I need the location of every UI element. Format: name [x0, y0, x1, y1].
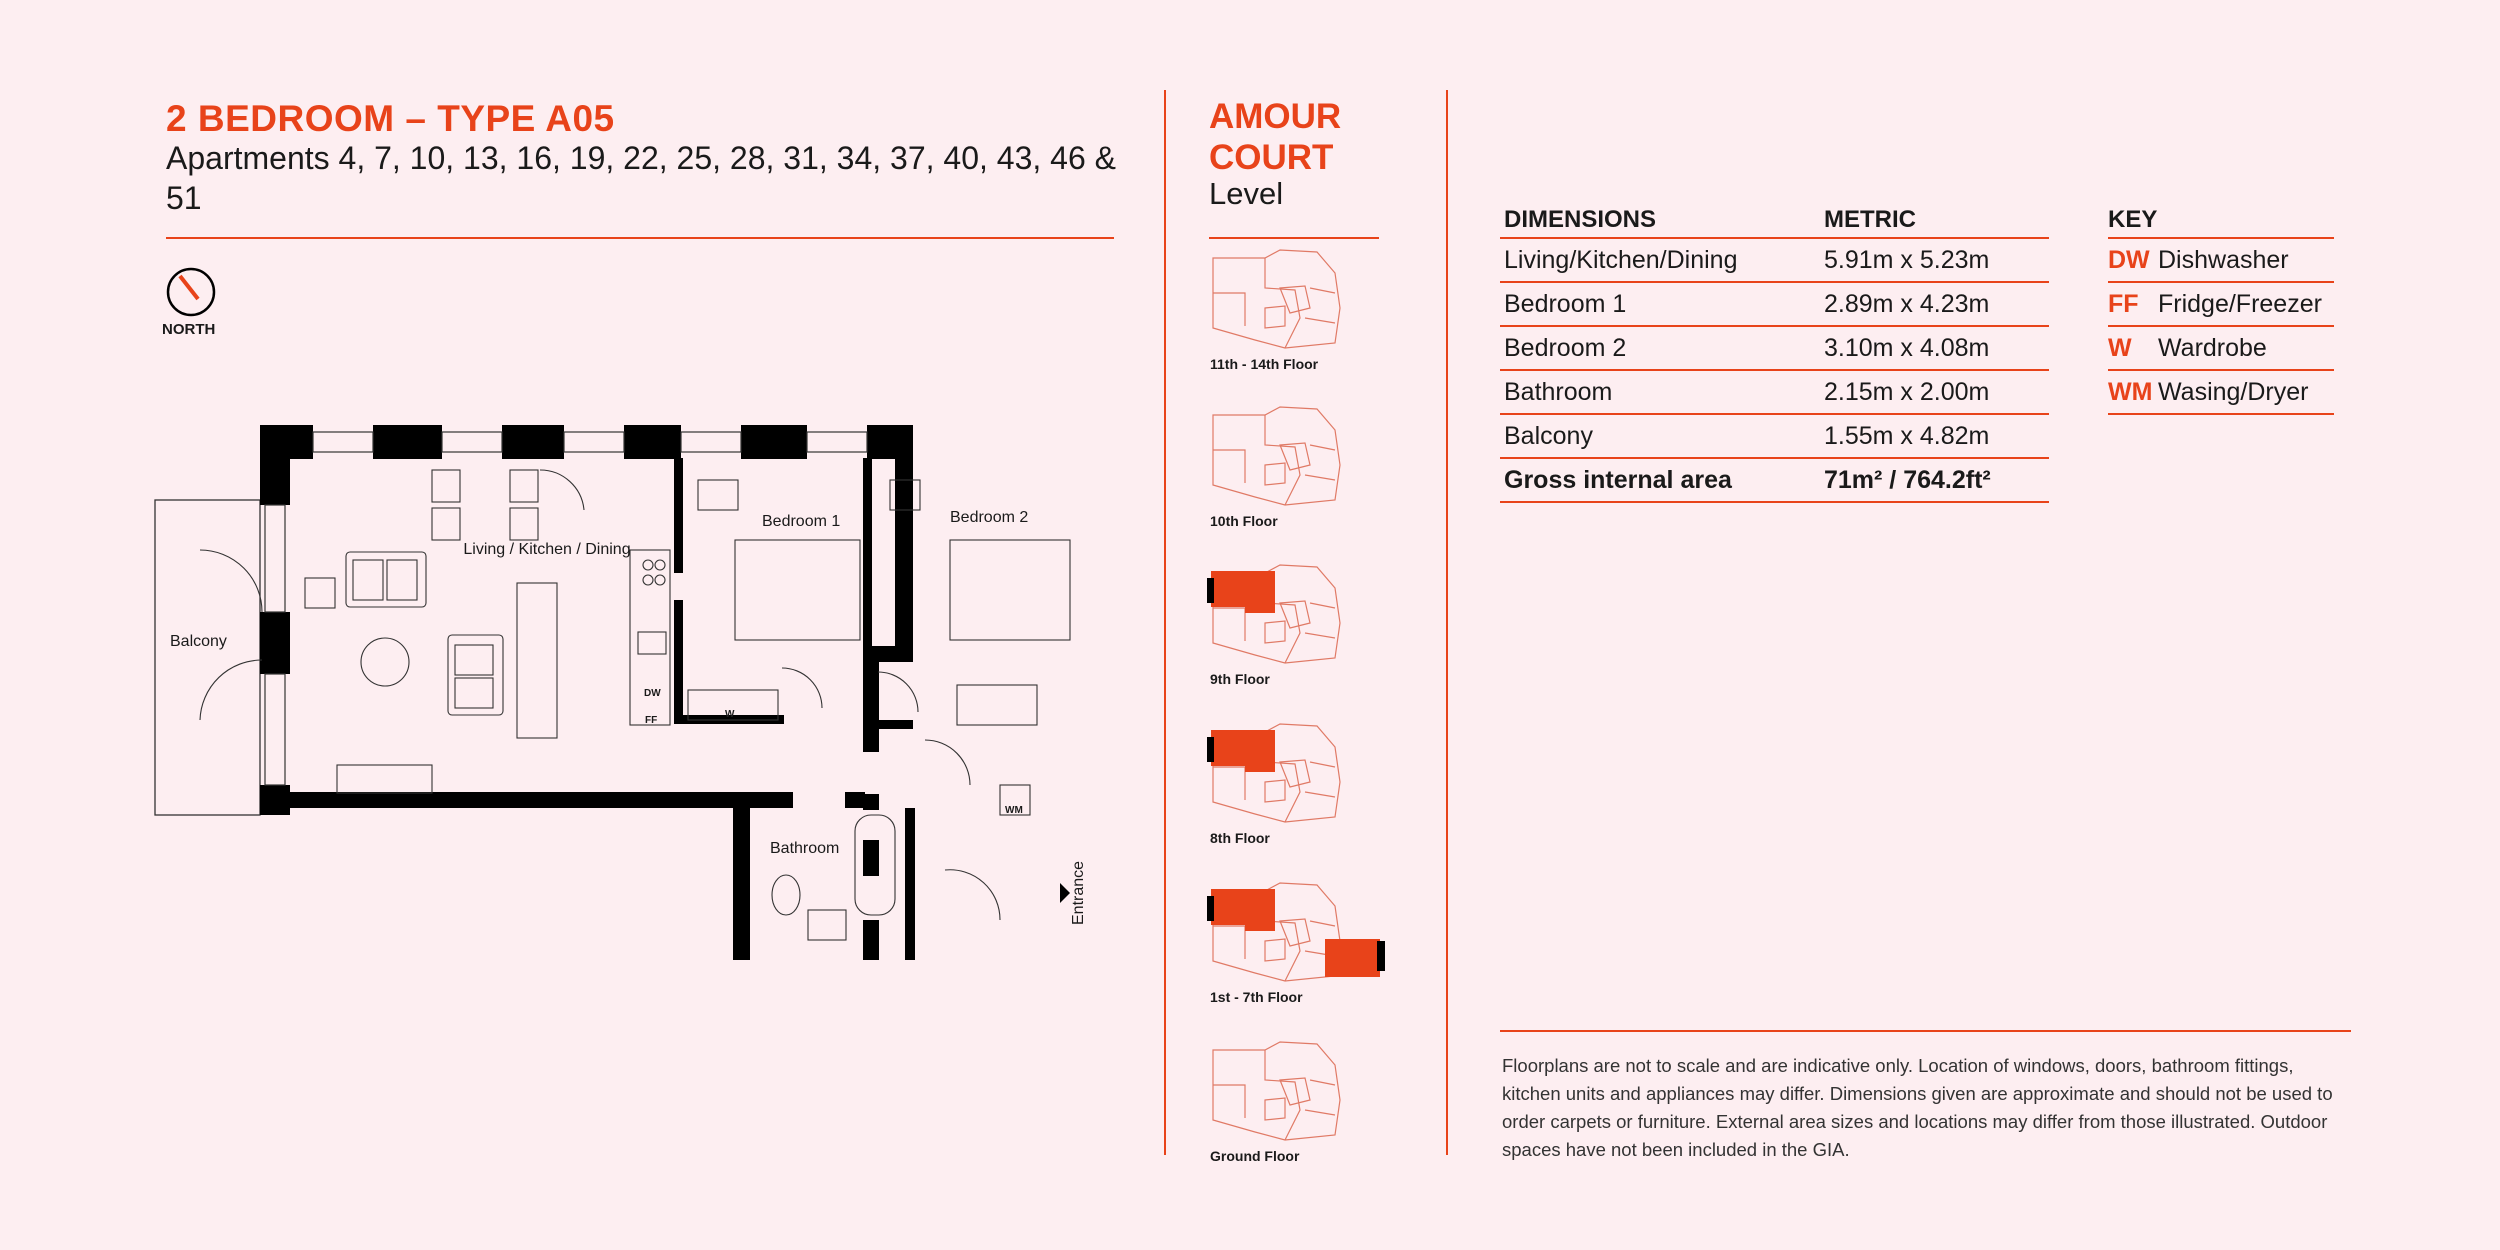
- floor-label: Ground Floor: [1210, 1148, 1300, 1164]
- dimension-row: [1500, 282, 2049, 326]
- label-ff: FF: [645, 715, 658, 726]
- dimension-room: Balcony: [1500, 414, 1824, 458]
- floor-plan-drawing: [150, 420, 1100, 960]
- metric-header: METRIC: [1824, 203, 2049, 238]
- gia-label: Gross internal area: [1500, 458, 1824, 502]
- label-w: W: [725, 709, 735, 720]
- dimension-room: Living/Kitchen/Dining: [1500, 238, 1824, 282]
- column-divider-left: [1164, 90, 1166, 1155]
- label-balcony: Balcony: [170, 633, 227, 650]
- label-living-kitchen-dining: Living / Kitchen / Dining: [463, 541, 631, 558]
- key-row: [2108, 238, 2334, 282]
- dimension-row: [1500, 370, 2049, 414]
- label-bathroom: Bathroom: [770, 840, 840, 857]
- label-bedroom-2: Bedroom 2: [950, 509, 1029, 526]
- disclaimer-text: Floorplans are not to scale and are indicative only. Location of windows, doors, bathroom fittings, kitchen units and appliances may differ. Dimensions given are approximate and should not be used to order carpets or furniture. External area sizes and locations may differ from those illustrated. Outdoor spaces have not been included in the GIA.: [1502, 1055, 2333, 1160]
- page-title: 2 BEDROOM – TYPE A05: [166, 98, 615, 139]
- floor-label: 8th Floor: [1210, 830, 1270, 846]
- floor-label: 10th Floor: [1210, 513, 1278, 529]
- dimension-room: Bedroom 1: [1500, 282, 1824, 326]
- dimension-metric: 2.15m x 2.00m: [1824, 370, 2049, 414]
- floor-key-plan: [1205, 722, 1405, 832]
- dimension-metric: 2.89m x 4.23m: [1824, 282, 2049, 326]
- building-name: [1209, 96, 1341, 178]
- floor-label: 1st - 7th Floor: [1210, 989, 1303, 1005]
- key-abbr: WM: [2108, 370, 2158, 414]
- apartment-list: Apartments 4, 7, 10, 13, 16, 19, 22, 25, 28, 31, 34, 37, 40, 43, 46 & 51: [166, 140, 1116, 216]
- key-abbr: DW: [2108, 238, 2158, 282]
- dimension-metric: 5.91m x 5.23m: [1824, 238, 2049, 282]
- floor-key-plan: [1205, 1040, 1405, 1150]
- key-name: Wardrobe: [2158, 326, 2334, 370]
- column-divider-right: [1446, 90, 1448, 1155]
- dimension-room: Bathroom: [1500, 370, 1824, 414]
- floor-key-plan: [1205, 248, 1405, 358]
- floor-key-plan: [1205, 881, 1405, 991]
- north-compass-icon: [165, 266, 217, 318]
- dimension-metric: 3.10m x 4.08m: [1824, 326, 2049, 370]
- floor-key-plans: [1205, 240, 1405, 1180]
- key-row: [2108, 282, 2334, 326]
- key-abbr: FF: [2108, 282, 2158, 326]
- disclaimer-divider: [1500, 1030, 2351, 1032]
- key-name: Fridge/Freezer: [2158, 282, 2334, 326]
- label-wm: WM: [1005, 805, 1023, 816]
- dimension-metric: 1.55m x 4.82m: [1824, 414, 2049, 458]
- key-table: [2108, 203, 2334, 415]
- gia-row: [1500, 458, 2049, 502]
- floor-label: 9th Floor: [1210, 671, 1270, 687]
- dimension-room: Bedroom 2: [1500, 326, 1824, 370]
- key-row: [2108, 326, 2334, 370]
- level-divider: [1209, 237, 1379, 239]
- label-entrance: Entrance: [1070, 860, 1087, 925]
- dimension-row: [1500, 414, 2049, 458]
- key-row: [2108, 370, 2334, 414]
- dimensions-table: [1500, 203, 2049, 503]
- floor-key-plan: [1205, 405, 1405, 515]
- north-label: NORTH: [162, 321, 216, 338]
- floor-key-plan: [1205, 563, 1405, 673]
- dimension-row: [1500, 238, 2049, 282]
- key-name: Wasing/Dryer: [2158, 370, 2334, 414]
- key-title: KEY: [2108, 203, 2334, 238]
- floor-label: 11th - 14th Floor: [1210, 356, 1319, 372]
- key-name: Dishwasher: [2158, 238, 2334, 282]
- gia-value: 71m² / 764.2ft²: [1824, 458, 2049, 502]
- dimension-row: [1500, 326, 2049, 370]
- building-name-line1: AMOUR: [1209, 97, 1342, 136]
- dimensions-header: DIMENSIONS: [1500, 203, 1824, 238]
- header-divider: [166, 237, 1114, 239]
- building-name-line2: COURT: [1209, 138, 1334, 177]
- key-abbr: W: [2108, 326, 2158, 370]
- level-label: Level: [1209, 176, 1284, 211]
- label-bedroom-1: Bedroom 1: [762, 513, 841, 530]
- label-dw: DW: [644, 688, 661, 699]
